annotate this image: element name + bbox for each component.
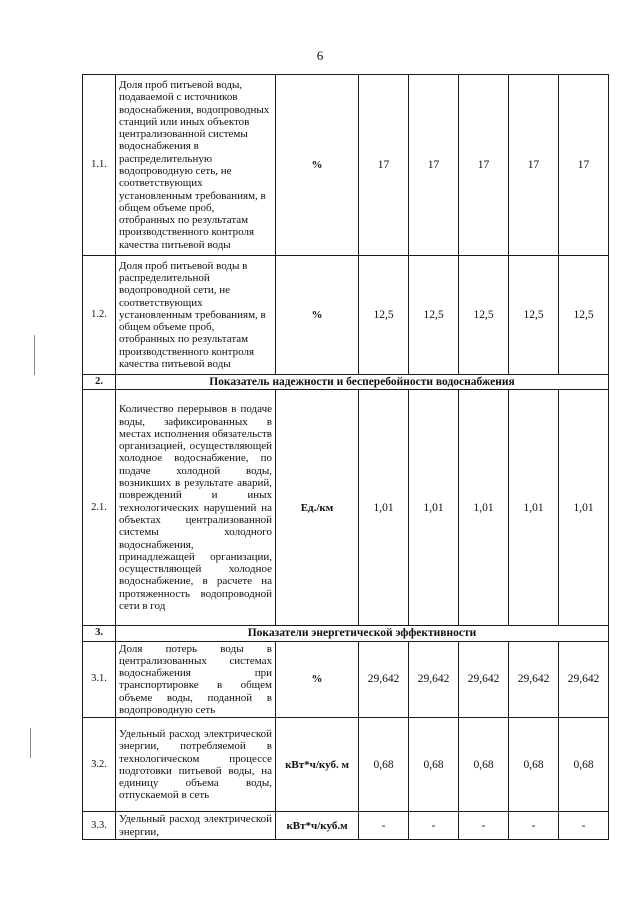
indicator-description: Удельный расход электрической энергии, потребляемой в технологическом процессе подготовки питьевой воды, на единицу объема воды, отпускаемой в сеть — [116, 718, 276, 812]
section-title: Показатели энергетической эффективности — [116, 626, 609, 641]
value-cell: 17 — [559, 75, 609, 256]
value-cell: 17 — [459, 75, 509, 256]
unit-cell: % — [276, 75, 359, 256]
value-cell: 1,01 — [559, 390, 609, 626]
page-number: 6 — [316, 48, 324, 63]
indicator-description: Доля потерь воды в централизованных системах водоснабжения при транспортировке в общем объеме воды, поданной в водопроводную сеть — [116, 641, 276, 718]
table-row — [83, 390, 609, 626]
section-number: 3. — [83, 626, 116, 641]
row-number: 3.2. — [83, 718, 116, 812]
value-cell: 29,642 — [559, 641, 609, 718]
value-cell: 12,5 — [409, 256, 459, 375]
value-cell: 17 — [409, 75, 459, 256]
unit-cell: кВт*ч/куб. м — [276, 718, 359, 812]
margin-mark — [34, 335, 35, 375]
section-row — [83, 375, 609, 390]
value-cell: 12,5 — [459, 256, 509, 375]
value-cell: 1,01 — [459, 390, 509, 626]
value-cell: 12,5 — [559, 256, 609, 375]
value-cell: - — [559, 812, 609, 840]
section-number: 2. — [83, 375, 116, 390]
section-row — [83, 626, 609, 641]
unit-cell: Ед./км — [276, 390, 359, 626]
margin-mark — [30, 728, 31, 758]
indicators-table — [82, 74, 609, 840]
value-cell: 0,68 — [409, 718, 459, 812]
unit-cell: % — [276, 641, 359, 718]
table-row — [83, 75, 609, 256]
indicator-description: Доля проб питьевой воды, подаваемой с источников водоснабжения, водопроводных станций или иных объектов централизованной системы водоснабжения в распределительную водопроводную сеть, не соответствующих установленным требованиям, в общем объеме проб, отобранных по результатам производственного контроля качества питьевой воды — [116, 75, 276, 256]
value-cell: 1,01 — [359, 390, 409, 626]
row-number: 1.1. — [83, 75, 116, 256]
table-row — [83, 812, 609, 840]
indicator-description: Доля проб питьевой воды в распределительной водопроводной сети, не соответствующих установленным требованиям, в общем объеме проб, отобранных по результатам производственного контроля качества питьевой воды — [116, 256, 276, 375]
value-cell: - — [459, 812, 509, 840]
value-cell: 12,5 — [359, 256, 409, 375]
section-title: Показатель надежности и бесперебойности водоснабжения — [116, 375, 609, 390]
value-cell: - — [359, 812, 409, 840]
value-cell: 1,01 — [509, 390, 559, 626]
value-cell: 0,68 — [509, 718, 559, 812]
unit-cell: кВт*ч/куб.м — [276, 812, 359, 840]
indicator-description: Удельный расход электрической энергии, — [116, 812, 276, 840]
table-row — [83, 641, 609, 718]
row-number: 1.2. — [83, 256, 116, 375]
indicator-description: Количество перерывов в подаче воды, зафиксированных в местах исполнения обязательств организацией, осуществляющей холодное водоснабжение, по подаче холодной воды, возникших в результате аварий, повреждений и иных технологических нарушений на объектах централизованной системы холодного водоснабжения, принадлежащей организации, осуществляющей холодное водоснабжение, в расчете на протяженность водопроводной сети в год — [116, 390, 276, 626]
value-cell: 12,5 — [509, 256, 559, 375]
value-cell: 29,642 — [509, 641, 559, 718]
value-cell: 0,68 — [359, 718, 409, 812]
value-cell: - — [409, 812, 459, 840]
value-cell: 29,642 — [459, 641, 509, 718]
value-cell: 0,68 — [459, 718, 509, 812]
value-cell: 17 — [359, 75, 409, 256]
value-cell: 29,642 — [409, 641, 459, 718]
unit-cell: % — [276, 256, 359, 375]
table-row — [83, 256, 609, 375]
row-number: 3.3. — [83, 812, 116, 840]
value-cell: 29,642 — [359, 641, 409, 718]
value-cell: 0,68 — [559, 718, 609, 812]
row-number: 3.1. — [83, 641, 116, 718]
value-cell: - — [509, 812, 559, 840]
value-cell: 17 — [509, 75, 559, 256]
value-cell: 1,01 — [409, 390, 459, 626]
row-number: 2.1. — [83, 390, 116, 626]
table-row — [83, 718, 609, 812]
